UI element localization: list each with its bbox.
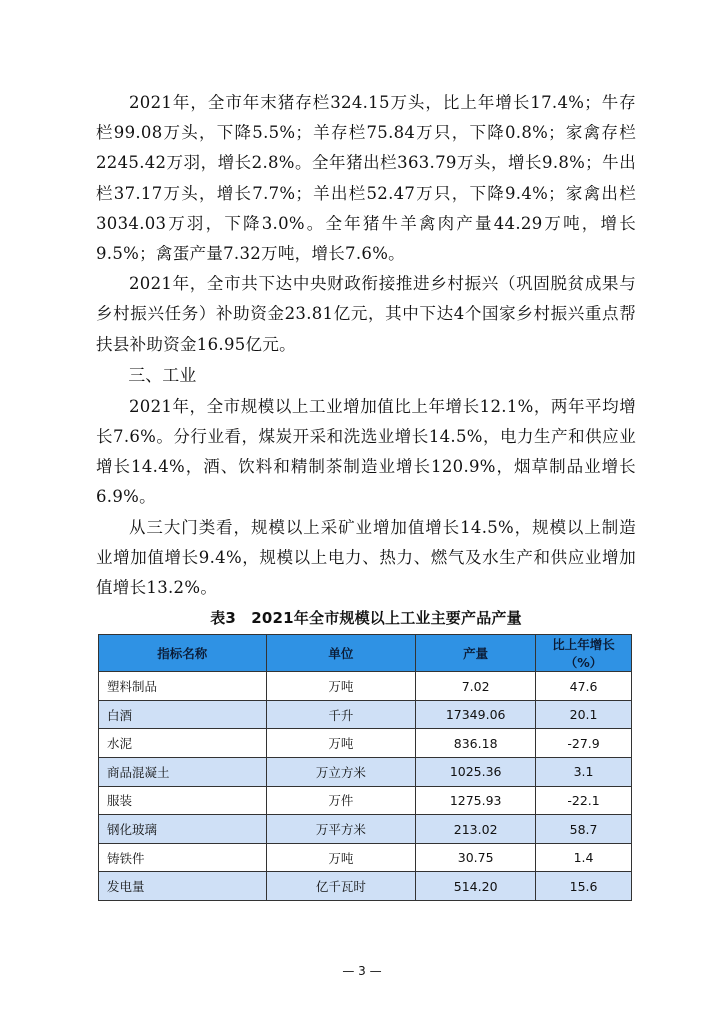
cell-unit: 万立方米: [266, 758, 416, 787]
table-row: [99, 843, 632, 872]
cell-unit: 万吨: [266, 843, 416, 872]
cell-output: 836.18: [416, 729, 536, 758]
cell-growth: -27.9: [536, 729, 632, 758]
cell-growth: -22.1: [536, 786, 632, 815]
cell-name: 白酒: [99, 700, 267, 729]
cell-output: 213.02: [416, 815, 536, 844]
header-growth: 比上年增长（%）: [536, 635, 632, 672]
cell-unit: 万件: [266, 786, 416, 815]
cell-growth: 3.1: [536, 758, 632, 787]
document-page: [96, 88, 636, 901]
cell-output: 30.75: [416, 843, 536, 872]
industrial-products-table: [98, 634, 632, 901]
cell-growth: 47.6: [536, 672, 632, 701]
cell-name: 塑料制品: [99, 672, 267, 701]
cell-output: 1275.93: [416, 786, 536, 815]
cell-name: 钢化玻璃: [99, 815, 267, 844]
section-heading-industry: 三、工业: [128, 365, 197, 386]
header-output: 产量: [416, 635, 536, 672]
cell-name: 商品混凝土: [99, 758, 267, 787]
cell-growth: 58.7: [536, 815, 632, 844]
cell-name: 水泥: [99, 729, 267, 758]
table-row: [99, 758, 632, 787]
cell-unit: 千升: [266, 700, 416, 729]
paragraph-industry-growth: 2021年，全市规模以上工业增加值比上年增长12.1%，两年平均增长7.6%。分行业看，煤炭开采和洗选业增长14.5%，电力生产和供应业增长14.4%，酒、饮料和精制茶制造业增长120.9%，烟草制品业增长6.9%。: [96, 396, 636, 507]
header-indicator-name: 指标名称: [99, 635, 267, 672]
table-row: [99, 786, 632, 815]
cell-growth: 20.1: [536, 700, 632, 729]
table-header-row: [99, 635, 632, 672]
cell-growth: 1.4: [536, 843, 632, 872]
cell-name: 发电量: [99, 872, 267, 901]
header-unit: 单位: [266, 635, 416, 672]
cell-name: 铸铁件: [99, 843, 267, 872]
page-number: — 3 —: [342, 964, 382, 978]
table-row: [99, 700, 632, 729]
cell-output: 17349.06: [416, 700, 536, 729]
table-row: [99, 729, 632, 758]
cell-growth: 15.6: [536, 872, 632, 901]
table-row: [99, 815, 632, 844]
cell-unit: 万平方米: [266, 815, 416, 844]
cell-unit: 万吨: [266, 672, 416, 701]
table-title: 表3 2021年全市规模以上工业主要产品产量: [210, 609, 522, 628]
cell-output: 514.20: [416, 872, 536, 901]
cell-output: 1025.36: [416, 758, 536, 787]
cell-unit: 亿千瓦时: [266, 872, 416, 901]
cell-unit: 万吨: [266, 729, 416, 758]
cell-name: 服装: [99, 786, 267, 815]
paragraph-rural-revitalization-funds: 2021年，全市共下达中央财政衔接推进乡村振兴（巩固脱贫成果与乡村振兴任务）补助资金23.81亿元，其中下达4个国家乡村振兴重点帮扶县补助资金16.95亿元。: [96, 274, 636, 354]
table-row: [99, 872, 632, 901]
paragraph-industry-categories: 从三大门类看，规模以上采矿业增加值增长14.5%，规模以上制造业增加值增长9.4%，规模以上电力、热力、燃气及水生产和供应业增加值增长13.2%。: [96, 517, 636, 598]
cell-output: 7.02: [416, 672, 536, 701]
paragraph-livestock: 2021年，全市年末猪存栏324.15万头，比上年增长17.4%；牛存栏99.08万头，下降5.5%；羊存栏75.84万只，下降0.8%；家禽存栏2245.42万羽，增长2.8%。全年猪出栏363.79万头，增长9.8%；牛出栏37.17万头，增长7.7%；羊出栏52.47万只，下降9.4%；家禽出栏3034.03万羽，下降3.0%。全年猪牛羊禽肉产量44.29万吨，增长9.5%；禽蛋产量7.32万吨，增长7.6%。: [96, 93, 636, 264]
table-row: [99, 672, 632, 701]
